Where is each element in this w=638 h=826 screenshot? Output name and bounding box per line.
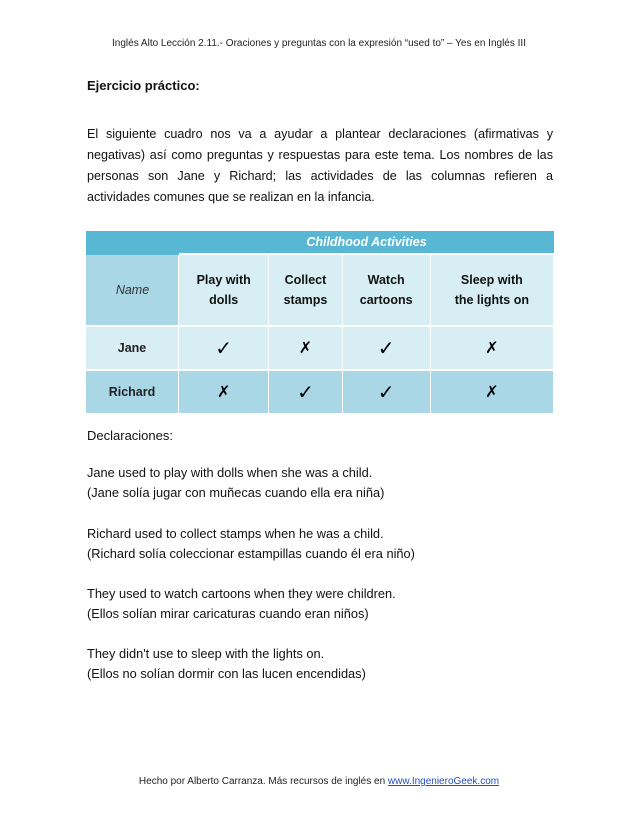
statement-2 <box>87 524 415 564</box>
footer-link[interactable]: www.IngenieroGeek.com <box>387 776 500 787</box>
column-header-collect-stamps <box>269 255 342 325</box>
statement-spanish: (Ellos solían mirar caricaturas cuando eran niños) <box>87 606 369 621</box>
column-header-line1: Collect <box>284 273 327 287</box>
row-name: Jane <box>86 325 179 369</box>
statement-spanish: (Jane solía jugar con muñecas cuando ella era niña) <box>87 485 385 500</box>
cross-icon: ✗ <box>269 325 342 369</box>
column-header-line2: the lights on <box>454 293 529 307</box>
statement-3 <box>87 584 396 624</box>
check-icon: ✓ <box>343 369 431 413</box>
statement-english: They didn't use to sleep with the lights on. <box>87 646 325 661</box>
statement-spanish: (Ellos no solían dormir con las lucen encendidas) <box>87 666 366 681</box>
table-row-jane <box>86 325 554 369</box>
table-header-row <box>86 255 554 325</box>
column-header-play-dolls <box>179 255 269 325</box>
table-row-richard <box>86 369 554 413</box>
check-icon: ✓ <box>343 325 431 369</box>
column-header-watch-cartoons <box>343 255 431 325</box>
cross-icon: ✗ <box>431 325 554 369</box>
statement-english: Richard used to collect stamps when he was a child. <box>87 526 384 541</box>
table-caption-row <box>86 231 554 255</box>
statement-english: They used to watch cartoons when they were children. <box>87 586 396 601</box>
statement-4 <box>87 644 366 684</box>
column-header-line2: stamps <box>283 293 328 307</box>
column-header-line1: Watch <box>367 273 405 287</box>
table-caption: Childhood Activities <box>179 231 554 255</box>
column-header-sleep-lights <box>431 255 554 325</box>
column-header-line2: cartoons <box>359 293 413 307</box>
cross-icon: ✗ <box>179 369 269 413</box>
name-column-header: Name <box>86 255 179 325</box>
declarations-label: Declaraciones: <box>87 428 173 443</box>
statement-english: Jane used to play with dolls when she was a child. <box>87 465 373 480</box>
check-icon: ✓ <box>269 369 342 413</box>
page-header: Inglés Alto Lección 2.11.- Oraciones y preguntas con la expresión “used to” – Yes en Inglés III <box>112 38 526 49</box>
activities-table <box>86 231 554 413</box>
row-name: Richard <box>86 369 179 413</box>
column-header-line1: Sleep with <box>460 273 523 287</box>
section-title: Ejercicio práctico: <box>87 78 200 93</box>
column-header-line2: dolls <box>209 293 239 307</box>
page-footer <box>0 776 638 787</box>
intro-paragraph: El siguiente cuadro nos va a ayudar a plantear declaraciones (afirmativas y negativas) así como preguntas y respuestas para este tema. Los nombres de las personas son Jane y Richard; las actividades de las columnas refieren a actividades comunes que se realizan en la infancia. <box>87 127 553 204</box>
statement-1 <box>87 463 384 503</box>
statement-spanish: (Richard solía coleccionar estampillas cuando él era niño) <box>87 546 415 561</box>
footer-text: Hecho por Alberto Carranza. Más recursos de inglés en <box>138 776 388 787</box>
column-header-line1: Play with <box>196 273 251 287</box>
check-icon: ✓ <box>179 325 269 369</box>
cross-icon: ✗ <box>431 369 554 413</box>
caption-spacer <box>86 231 179 255</box>
